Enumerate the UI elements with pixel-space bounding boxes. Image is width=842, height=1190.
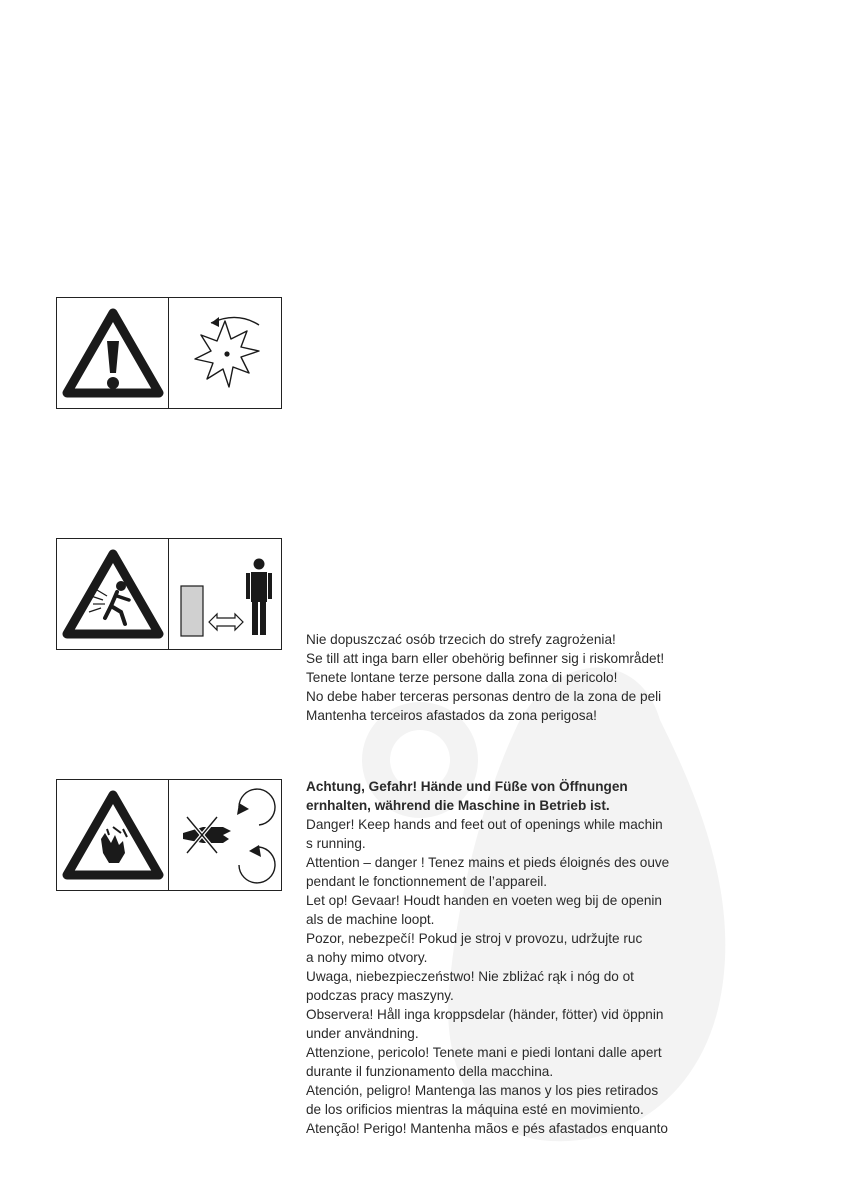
rotating-blade-icon: [175, 305, 275, 401]
safety-distance-icon: [175, 546, 275, 642]
warning-text-line: de los orificios mientras la máquina esté en movimiento.: [306, 1102, 644, 1117]
warning-text-line: ernhalten, während die Maschine in Betrieb ist.: [306, 798, 610, 813]
warning-text-line: Danger! Keep hands and feet out of openings while machin: [306, 817, 663, 832]
warning-sign-keep-distance: [56, 538, 282, 650]
openings-text: [306, 777, 736, 1138]
symbol-cell: [169, 780, 281, 890]
warning-text-line: Atenção! Perigo! Mantenha mãos e pés afastados enquanto: [306, 1121, 668, 1136]
warning-sign-rotating-blade: [56, 297, 282, 409]
warning-text-line: Mantenha terceiros afastados da zona perigosa!: [306, 708, 597, 723]
warning-exclamation-icon: [61, 305, 165, 401]
warning-text-line: Uwaga, niebezpieczeństwo! Nie zbliżać rąk i nóg do ot: [306, 969, 634, 984]
warning-text-line: podczas pracy maszyny.: [306, 988, 454, 1003]
warning-sign-openings: [56, 779, 282, 891]
warning-cell: [57, 298, 169, 408]
warning-hand-injury-icon: [61, 787, 165, 883]
warning-text-line: Achtung, Gefahr! Hände und Füße von Öffnungen: [306, 779, 628, 794]
warning-text-line: Pozor, nebezpečí! Pokud je stroj v provozu, udržujte ruc: [306, 931, 643, 946]
warning-text-line: Atención, peligro! Mantenga las manos y los pies retirados: [306, 1083, 659, 1098]
warning-cell: [57, 539, 169, 649]
warning-text-line: als de machine loopt.: [306, 912, 435, 927]
symbol-cell: [169, 539, 281, 649]
warning-text-line: Tenete lontane terze persone dalla zona di pericolo!: [306, 670, 618, 685]
warning-text-line: Observera! Håll inga kroppsdelar (händer, fötter) vid öppnin: [306, 1007, 664, 1022]
symbol-cell: [169, 298, 281, 408]
keep-distance-text: [306, 630, 736, 725]
warning-text-line: Attention – danger ! Tenez mains et pieds éloignés des ouve: [306, 855, 670, 870]
warning-text-line: Attenzione, pericolo! Tenete mani e piedi lontani dalle apert: [306, 1045, 662, 1060]
warning-cell: [57, 780, 169, 890]
warning-text-line: under användning.: [306, 1026, 419, 1041]
warning-text-line: Nie dopuszczać osób trzecich do strefy zagrożenia!: [306, 632, 616, 647]
warning-text-line: Se till att inga barn eller obehörig befinner sig i riskområdet!: [306, 651, 665, 666]
warning-text-line: No debe haber terceras personas dentro de la zona de peli: [306, 689, 662, 704]
warning-text-line: s running.: [306, 836, 366, 851]
no-hands-rotation-icon: [173, 785, 277, 885]
warning-text-line: a nohy mimo otvory.: [306, 950, 428, 965]
warning-thrown-objects-icon: [61, 546, 165, 642]
warning-text-line: pendant le fonctionnement de l’appareil.: [306, 874, 548, 889]
warning-text-line: Let op! Gevaar! Houdt handen en voeten weg bij de openin: [306, 893, 662, 908]
warning-text-line: durante il funzionamento della macchina.: [306, 1064, 554, 1079]
